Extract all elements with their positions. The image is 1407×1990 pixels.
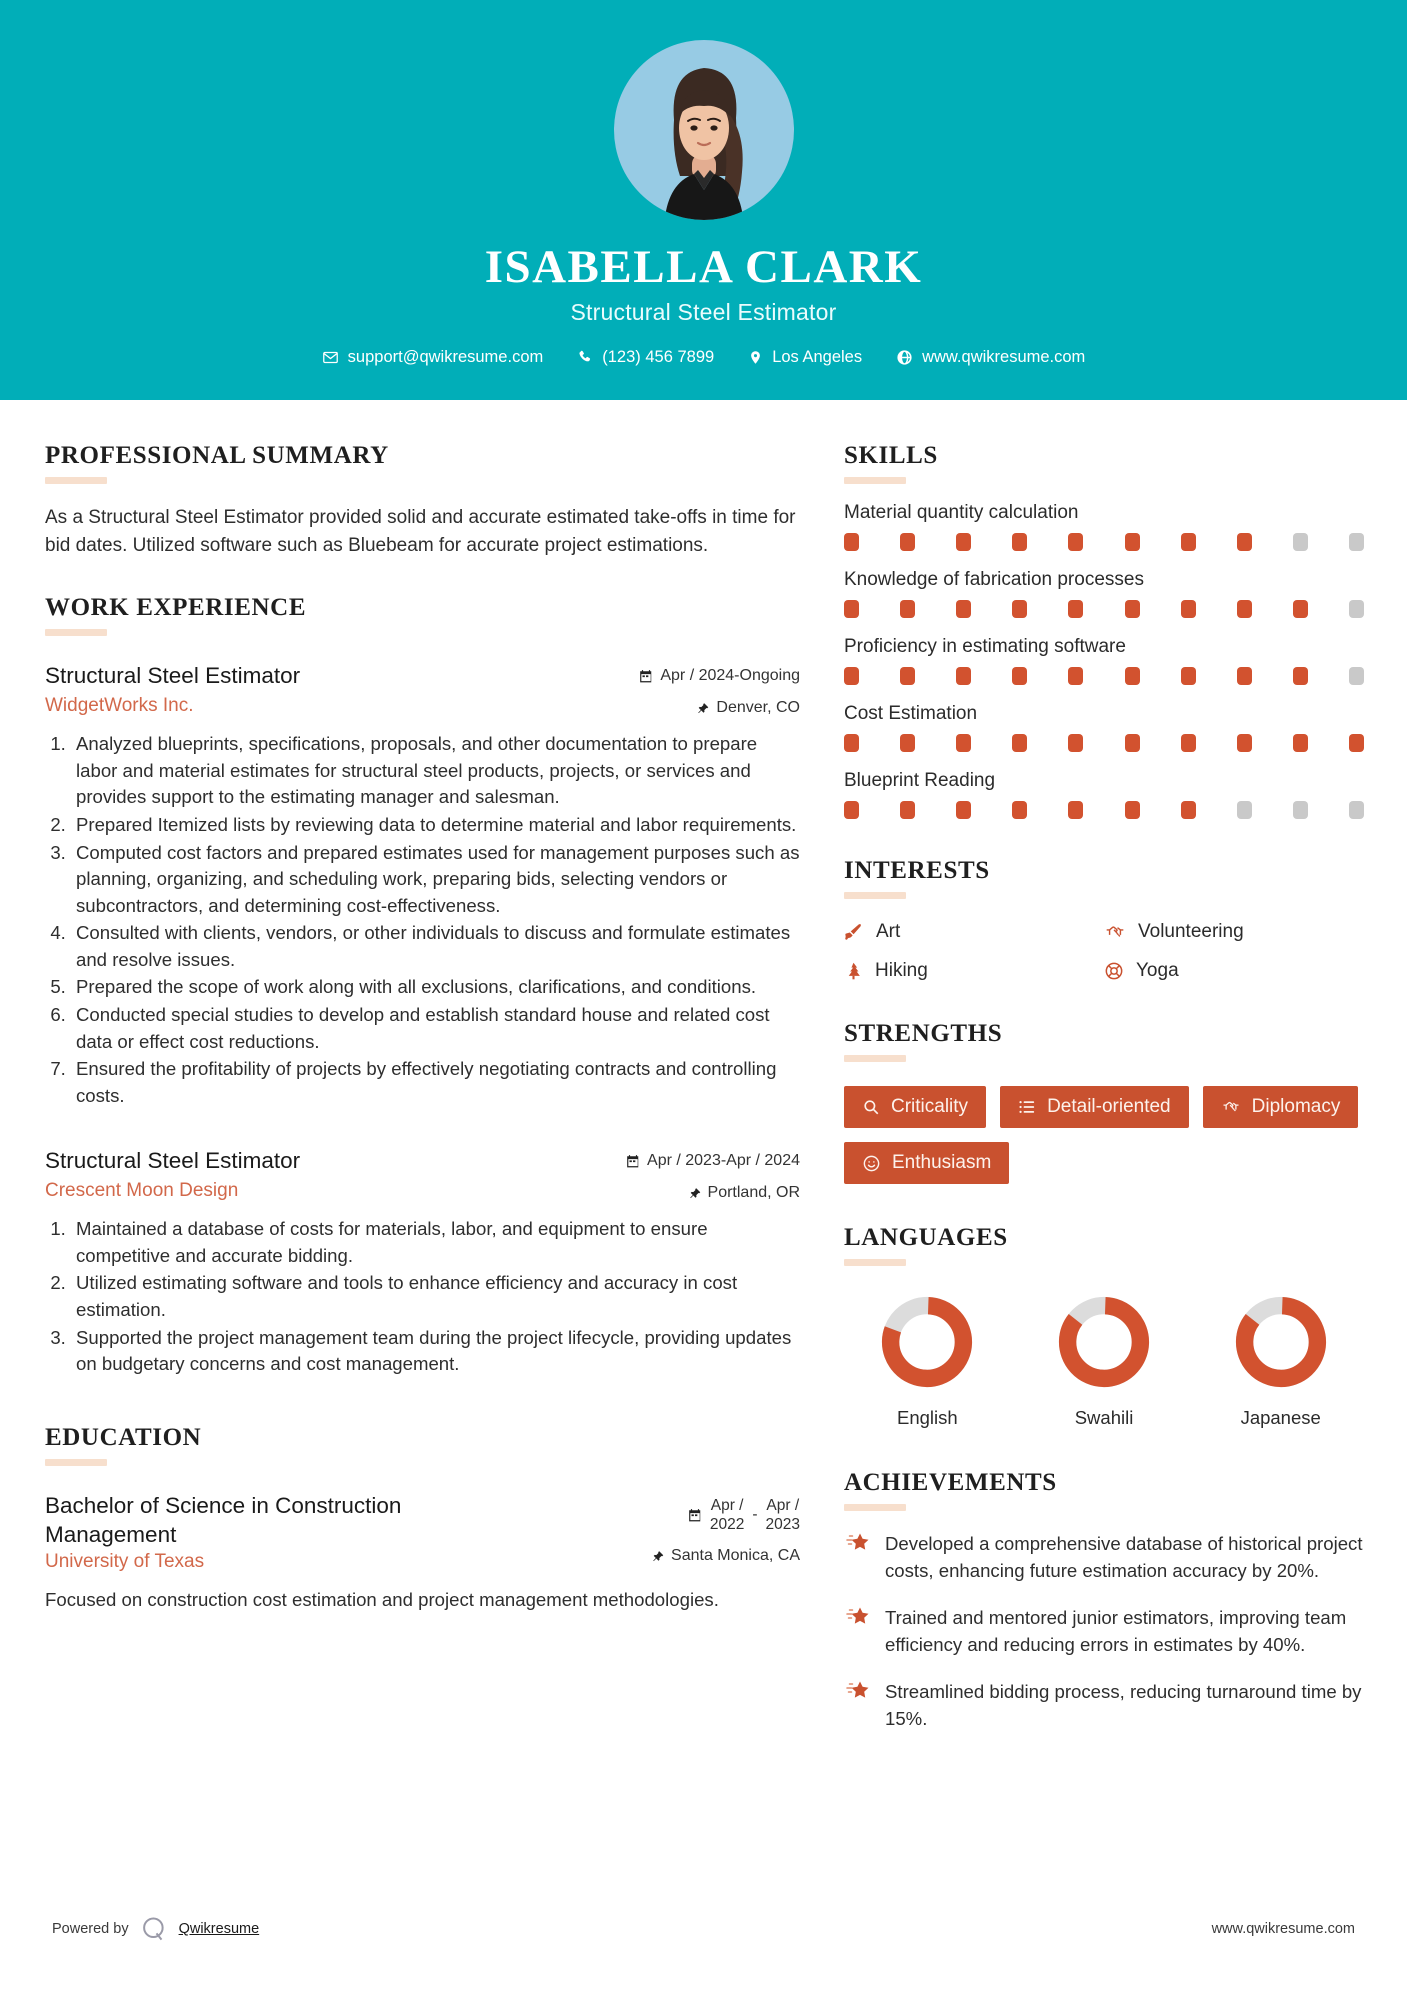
achievement-item <box>844 1605 1364 1659</box>
skill-dot <box>1349 801 1364 819</box>
section-rule <box>844 1504 906 1511</box>
avatar <box>614 40 794 220</box>
list-item: 4. Consulted with clients, vendors, or other individuals to discuss and formulate estimates and resolve issues. <box>71 920 800 973</box>
work-bullets <box>45 731 800 1109</box>
skill-dot <box>1293 600 1308 618</box>
section-education <box>45 1424 800 1615</box>
skill-dot <box>1125 600 1140 618</box>
resume-header <box>0 0 1407 400</box>
list-item: 2. Prepared Itemized lists by reviewing data to determine material and labor requirements. <box>71 812 800 839</box>
section-rule <box>844 1259 906 1266</box>
left-column <box>45 442 800 1733</box>
skill-dot <box>844 600 859 618</box>
skill-dot <box>844 734 859 752</box>
languages-list <box>844 1294 1364 1429</box>
star-badge-icon <box>844 1531 870 1555</box>
skill-dot <box>1125 667 1140 685</box>
section-title: ACHIEVEMENTS <box>844 1469 1057 1496</box>
star-badge-icon <box>844 1605 870 1629</box>
pushpin-icon <box>697 701 709 716</box>
skill-dot <box>1293 734 1308 752</box>
skill-dot <box>844 801 859 819</box>
skill-dot <box>900 801 915 819</box>
education-location <box>652 1547 800 1565</box>
list-item: 3. Supported the project management team during the project lifecycle, providing updates on budgetary concerns and cost management. <box>71 1325 800 1378</box>
achievement-text: Developed a comprehensive database of historical project costs, enhancing future estimation accuracy by 20%. <box>885 1533 1363 1581</box>
skill-item <box>844 703 1364 752</box>
work-entry <box>45 662 800 1109</box>
skill-rating <box>844 667 1364 685</box>
skill-label: Cost Estimation <box>844 703 978 724</box>
interest-item <box>844 960 1104 982</box>
contact-phone-value: (123) 456 7899 <box>602 347 715 366</box>
strength-tag[interactable] <box>844 1086 986 1128</box>
work-role: Structural Steel Estimator <box>45 663 301 689</box>
skill-dot <box>1181 600 1196 618</box>
section-title: WORK EXPERIENCE <box>45 594 307 622</box>
contact-phone[interactable] <box>560 348 731 367</box>
strength-tag[interactable] <box>1000 1086 1189 1128</box>
section-professional-summary <box>45 442 800 560</box>
skill-dot <box>956 734 971 752</box>
interest-item <box>844 921 1104 943</box>
interests-grid <box>844 921 1364 982</box>
skill-item <box>844 770 1364 819</box>
skill-dot <box>1068 667 1083 685</box>
skill-item <box>844 502 1364 551</box>
strength-label: Enthusiasm <box>892 1152 992 1173</box>
phone-icon <box>577 349 593 365</box>
interest-item <box>1104 921 1364 943</box>
skill-dot <box>900 600 915 618</box>
work-entry <box>45 1147 800 1377</box>
strength-tag[interactable] <box>1203 1086 1359 1128</box>
section-work-experience <box>45 594 800 1378</box>
paintbrush-icon <box>844 922 864 942</box>
powered-by <box>52 1914 259 1944</box>
list-item: 6. Conducted special studies to develop and establish standard house and related cost data or effect cost reductions. <box>71 1002 800 1055</box>
skill-dot <box>1237 667 1252 685</box>
resume-body <box>0 400 1407 1733</box>
skill-dot <box>1012 801 1027 819</box>
skill-dot <box>1293 667 1308 685</box>
lifebuoy-icon <box>1104 961 1124 981</box>
contact-email-value: support@qwikresume.com <box>347 347 544 366</box>
list-item: 2. Utilized estimating software and tools to enhance efficiency and accuracy in cost estimation. <box>71 1270 800 1323</box>
summary-text: As a Structural Steel Estimator provided solid and accurate estimated take-offs in time for bid dates. Utilized software such as Bluebeam for accurate project estimations. <box>45 507 796 557</box>
section-rule <box>844 477 906 484</box>
skill-dot <box>956 600 971 618</box>
skill-dot <box>1181 801 1196 819</box>
skill-rating <box>844 734 1364 752</box>
language-label: Japanese <box>1240 1407 1321 1428</box>
work-dates-value: Apr / 2024-Ongoing <box>660 667 800 685</box>
skill-label: Material quantity calculation <box>844 502 1079 523</box>
section-title: SKILLS <box>844 442 938 469</box>
section-strengths <box>844 1020 1364 1184</box>
page-footer <box>0 1914 1407 1944</box>
interest-label: Hiking <box>875 960 928 981</box>
tree-icon <box>844 961 863 981</box>
list-item: 1. Maintained a database of costs for materials, labor, and equipment to ensure competitive and accurate bidding. <box>71 1216 800 1269</box>
skill-dot <box>1068 533 1083 551</box>
achievement-text: Streamlined bidding process, reducing turnaround time by 15%. <box>885 1680 1362 1729</box>
envelope-icon <box>322 349 339 366</box>
skill-item <box>844 569 1364 618</box>
education-date-start: Apr / 2022 <box>709 1496 745 1534</box>
work-location-value: Portland, OR <box>707 1184 800 1202</box>
globe-icon <box>896 349 913 366</box>
education-location-value: Santa Monica, CA <box>671 1547 800 1565</box>
skill-dot <box>844 667 859 685</box>
skill-dot <box>1349 533 1364 551</box>
skill-label: Proficiency in estimating software <box>844 636 1126 657</box>
section-interests <box>844 857 1364 982</box>
skill-rating <box>844 801 1364 819</box>
interest-label: Art <box>876 921 901 942</box>
work-dates-value: Apr / 2023-Apr / 2024 <box>647 1152 800 1170</box>
skill-item <box>844 636 1364 685</box>
skill-dot <box>1125 734 1140 752</box>
skill-dot <box>1181 667 1196 685</box>
education-entry <box>45 1492 800 1615</box>
skill-dot <box>956 801 971 819</box>
language-label: English <box>896 1407 958 1428</box>
work-bullets <box>45 1216 800 1377</box>
education-dates <box>688 1492 800 1535</box>
skill-dot <box>1237 801 1252 819</box>
section-title: EDUCATION <box>45 1423 202 1451</box>
language-donut-chart <box>879 1294 975 1390</box>
language-label: Swahili <box>1074 1407 1134 1428</box>
section-title: LANGUAGES <box>844 1224 1008 1251</box>
section-rule <box>45 477 107 484</box>
smiley-icon <box>862 1154 881 1173</box>
skill-dot <box>1293 801 1308 819</box>
pushpin-icon <box>652 1549 664 1564</box>
work-dates <box>639 667 800 685</box>
section-title: PROFESSIONAL SUMMARY <box>45 442 389 469</box>
skill-dot <box>1068 734 1083 752</box>
skill-dot <box>1237 600 1252 618</box>
work-company: Crescent Moon Design <box>45 1180 239 1202</box>
interest-label: Yoga <box>1136 960 1179 981</box>
work-company: WidgetWorks Inc. <box>45 695 194 717</box>
skill-dot <box>900 667 915 685</box>
skill-dot <box>1068 801 1083 819</box>
language-item <box>844 1294 1011 1429</box>
language-item <box>1021 1294 1188 1429</box>
list-item: 5. Prepared the scope of work along with all exclusions, clarifications, and conditions. <box>71 974 800 1001</box>
section-title: STRENGTHS <box>844 1020 1003 1047</box>
education-degree: Bachelor of Science in Construction Management <box>45 1492 402 1547</box>
candidate-name: ISABELLA CLARK <box>484 241 923 293</box>
skill-dot <box>1349 600 1364 618</box>
skill-dot <box>1012 600 1027 618</box>
skill-dot <box>1181 533 1196 551</box>
skill-label: Blueprint Reading <box>844 770 996 791</box>
avatar-photo <box>648 58 760 220</box>
qwikresume-logo-icon <box>139 1914 169 1944</box>
work-meta <box>639 662 800 717</box>
achievement-item <box>844 1531 1364 1585</box>
work-location <box>626 1184 800 1202</box>
calendar-icon <box>639 669 653 684</box>
qwikresume-brand-link[interactable]: Qwikresume <box>178 1921 260 1937</box>
skill-dot <box>1012 734 1027 752</box>
section-rule <box>45 1459 107 1466</box>
education-school: University of Texas <box>45 1551 205 1573</box>
star-badge-icon <box>844 1679 870 1703</box>
section-languages <box>844 1224 1364 1429</box>
language-donut-chart <box>1056 1294 1152 1390</box>
list-icon <box>1018 1098 1036 1116</box>
work-location-value: Denver, CO <box>716 699 800 717</box>
skill-dot <box>956 667 971 685</box>
skill-dot <box>1012 533 1027 551</box>
section-rule <box>45 629 107 636</box>
section-skills <box>844 442 1364 819</box>
skill-dot <box>1237 533 1252 551</box>
education-description: Focused on construction cost estimation and project management methodologies. <box>45 1589 719 1611</box>
skill-dot <box>1068 600 1083 618</box>
interest-label: Volunteering <box>1138 921 1244 942</box>
skill-dot <box>1349 667 1364 685</box>
contact-website-value: www.qwikresume.com <box>922 347 1086 366</box>
work-meta <box>626 1147 800 1202</box>
language-donut-chart <box>1233 1294 1329 1390</box>
contact-row <box>0 348 1407 367</box>
education-date-end: Apr / 2023 <box>765 1496 800 1534</box>
contact-website[interactable] <box>879 348 1102 367</box>
work-dates <box>626 1152 800 1170</box>
candidate-job-title: Structural Steel Estimator <box>570 298 837 325</box>
section-achievements <box>844 1469 1364 1733</box>
language-item <box>1197 1294 1364 1429</box>
skill-dot <box>1012 667 1027 685</box>
skill-dot <box>844 533 859 551</box>
achievement-text: Trained and mentored junior estimators, improving team efficiency and reducing errors in estimates by 40%. <box>885 1606 1347 1655</box>
footer-website[interactable]: www.qwikresume.com <box>1211 1921 1355 1937</box>
list-item: 3. Computed cost factors and prepared estimates used for management purposes such as planning, organizing, and scheduling work, preparing bids, selecting vendors or subcontractors, and determining cost-effectiveness. <box>71 840 800 920</box>
work-location <box>639 699 800 717</box>
strength-label: Diplomacy <box>1251 1096 1341 1117</box>
skill-dot <box>1125 533 1140 551</box>
skill-dot <box>900 533 915 551</box>
handshake-icon <box>1104 922 1126 942</box>
skill-dot <box>956 533 971 551</box>
skill-dot <box>1181 734 1196 752</box>
skill-rating <box>844 533 1364 551</box>
education-date-separator: - <box>752 1506 758 1524</box>
achievement-item <box>844 1679 1364 1733</box>
skill-dot <box>1293 533 1308 551</box>
section-rule <box>844 892 906 899</box>
contact-location-value: Los Angeles <box>772 347 863 366</box>
powered-by-label: Powered by <box>52 1921 129 1937</box>
strength-label: Criticality <box>891 1096 969 1117</box>
section-title: INTERESTS <box>844 857 990 884</box>
pushpin-icon <box>689 1186 701 1201</box>
list-item: 7. Ensured the profitability of projects by effectively negotiating contracts and controlling costs. <box>71 1056 800 1109</box>
skill-label: Knowledge of fabrication processes <box>844 569 1144 590</box>
contact-location[interactable] <box>731 348 879 367</box>
skill-dot <box>1125 801 1140 819</box>
contact-email[interactable] <box>305 348 561 367</box>
list-item: 1. Analyzed blueprints, specifications, proposals, and other documentation to prepare labor and material estimates for structural steel products, projects, or services and provides support to the estimating manager and salesman. <box>71 731 800 811</box>
calendar-icon <box>688 1508 702 1523</box>
skill-dot <box>1349 734 1364 752</box>
skill-dot <box>900 734 915 752</box>
strength-label: Detail-oriented <box>1047 1096 1171 1117</box>
work-role: Structural Steel Estimator <box>45 1148 301 1174</box>
magnifier-icon <box>862 1098 880 1116</box>
skill-rating <box>844 600 1364 618</box>
location-pin-icon <box>748 349 763 366</box>
interest-item <box>1104 960 1364 982</box>
calendar-icon <box>626 1154 640 1169</box>
strengths-tags <box>844 1086 1364 1184</box>
strength-tag[interactable] <box>844 1142 1009 1184</box>
skill-dot <box>1237 734 1252 752</box>
handshake-icon <box>1221 1098 1241 1116</box>
right-column <box>844 442 1364 1733</box>
section-rule <box>844 1055 906 1062</box>
